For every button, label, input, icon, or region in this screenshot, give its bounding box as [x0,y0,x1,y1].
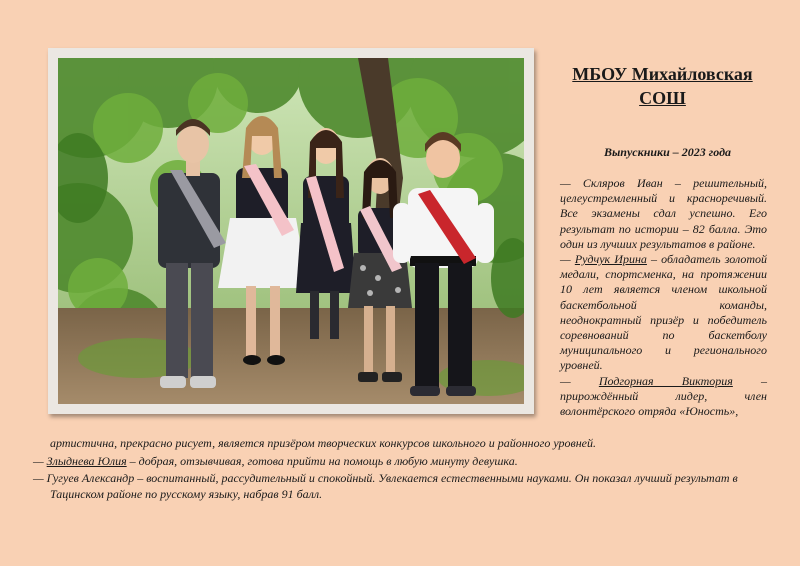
entry-podgornaya-continuation: артистична, прекрасно рисует, является призёром творческих конкурсов школьного и районного уровней. [50,436,596,450]
entry-name: Злыднева Юлия [46,453,127,468]
photo-frame [48,48,534,414]
entry-name: Подгорная Виктория [598,373,733,388]
entry-skliarov [560,176,767,252]
school-name-title: МБОУ Михайловская СОШ [572,64,753,108]
graduates-descriptions-bottom [33,436,773,504]
entry-gugueev [33,471,773,502]
entry-dash: — [560,373,599,388]
entry-zlydneva [33,454,773,470]
entry-name: Рудчук Ирина [574,252,647,267]
entry-text: – добрая, отзывчивая, готова прийти на помощь в любую минуту девушка. [126,453,518,468]
entry-dash: — [33,453,47,468]
entry-podgornaya [560,374,767,420]
entry-dash: — [33,471,47,486]
entry-text: Гугуев Александр – воспитанный, рассудительный и спокойный. Увлекается естественными науками. Он показал лучший результат в Тацинском районе по русскому языку, набрав 91 балл. [46,471,738,501]
graduates-photo [58,58,524,404]
graduates-descriptions-column [560,176,767,419]
entry-dash: — [560,252,575,267]
graduates-heading: Выпускники – 2023 года [603,145,732,159]
entry-dash: — [560,176,583,190]
entry-text: – прирождённый лидер, член волонтёрского отряда «Юность», [560,373,768,419]
entry-rudchuk [560,252,767,374]
entry-text: Скляров Иван – решительный, целеустремленный и красноречивый. Все экзамены сдал успешно. Его результат по истории – 82 балла. Это один из лучших результатов в районе. [560,176,767,251]
photo-illustration [58,58,524,404]
entry-text: – обладатель золотой медали, спортсменка, на протяжении 10 лет является членом школьной баскетбольной команды, неоднократный призёр и победитель соревнований по баскетболу муниципального и регионального уровней. [560,252,767,373]
